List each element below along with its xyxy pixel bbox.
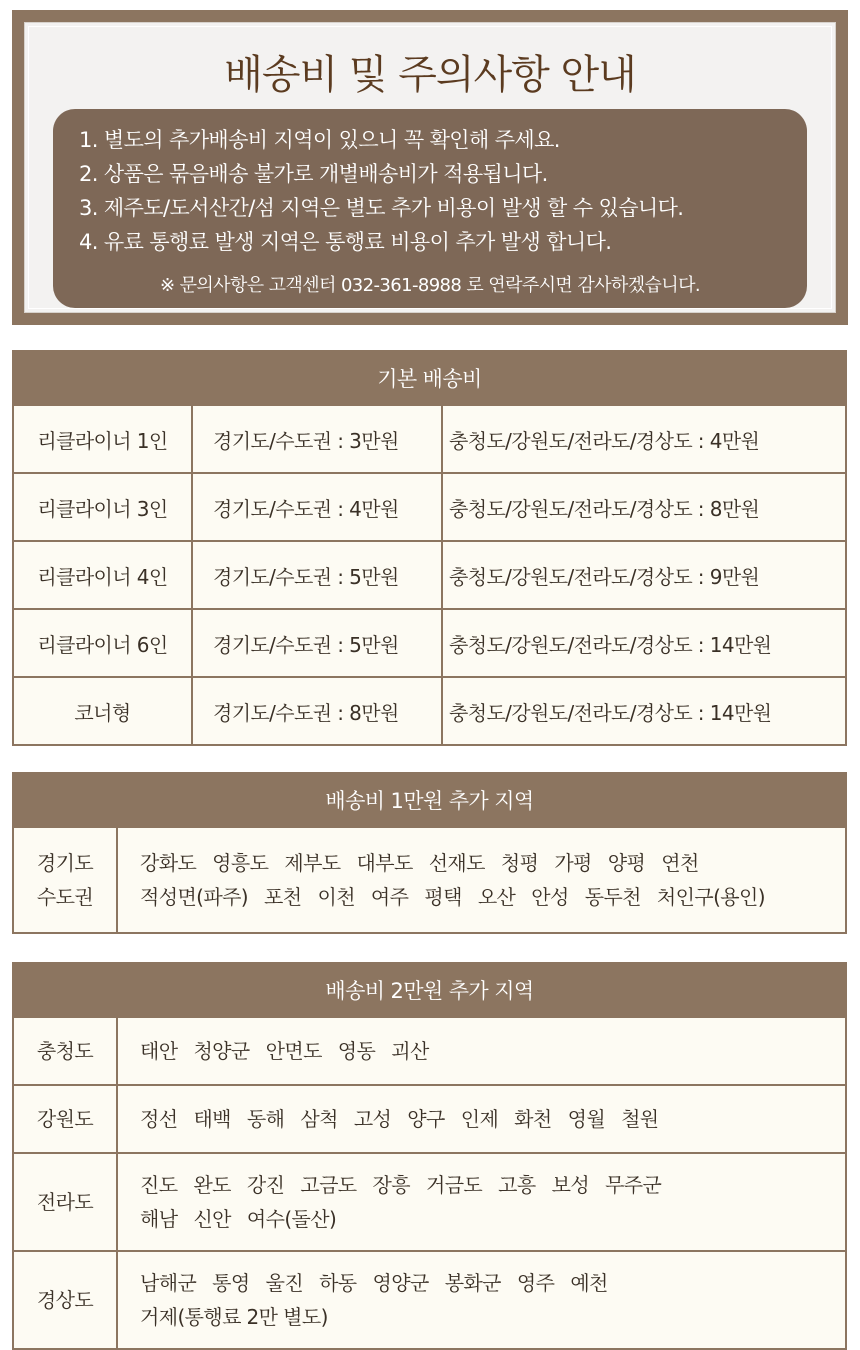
place-name: 통영 — [212, 1271, 250, 1295]
place-name: 해남 — [140, 1207, 178, 1231]
place-name: 강진 — [246, 1173, 285, 1197]
table-row — [13, 473, 846, 541]
place-name: 안면도 — [265, 1039, 322, 1063]
region-name: 경상도 — [13, 1251, 117, 1349]
place-name: 태안 — [140, 1039, 178, 1063]
place-name: 가평 — [554, 851, 592, 875]
notice-line-2: 2. 상품은 묶음배송 불가로 개별배송비가 적용됩니다. — [79, 162, 548, 186]
place-name: 보성 — [551, 1173, 590, 1197]
place-name: 고금도 — [300, 1173, 357, 1197]
place-name: 괴산 — [391, 1039, 429, 1063]
place-name: 오산 — [477, 885, 516, 909]
place-name: 영양군 — [372, 1271, 429, 1295]
place-name: 양구 — [407, 1107, 445, 1131]
basic-shipping-table — [12, 350, 847, 746]
notice-line-3: 3. 제주도/도서산간/섬 지역은 별도 추가 비용이 발생 할 수 있습니다. — [79, 196, 684, 220]
region-name: 강원도 — [13, 1085, 117, 1153]
place-name: 남해군 — [140, 1271, 197, 1295]
notice-contact: ※ 문의사항은 고객센터 032-361-8988 로 연락주시면 감사하겠습니다. — [160, 275, 700, 296]
place-name: 고흥 — [498, 1173, 536, 1197]
place-name: 포천 — [264, 885, 302, 909]
place-name: 대부도 — [356, 851, 413, 875]
place-list — [117, 827, 846, 933]
place-name: 영월 — [567, 1107, 606, 1131]
extra-2man-body — [13, 1017, 846, 1349]
region-name-line: 수도권 — [36, 885, 94, 909]
place-name: 화천 — [514, 1107, 552, 1131]
place-name: 적성면(파주) — [140, 885, 249, 909]
place-name: 이천 — [317, 885, 355, 909]
place-name: 무주군 — [605, 1173, 662, 1197]
place-name: 연천 — [661, 851, 699, 875]
table-row — [13, 541, 846, 609]
place-line — [140, 1168, 844, 1202]
place-name: 장흥 — [372, 1173, 410, 1197]
extra-1man-table — [12, 772, 847, 934]
product-name: 리클라이너 6인 — [13, 609, 192, 677]
place-line — [140, 1034, 844, 1068]
place-name: 삼척 — [300, 1107, 338, 1131]
basic-shipping-title: 기본 배송비 — [13, 351, 846, 405]
place-name: 고성 — [353, 1107, 392, 1131]
place-name: 청평 — [500, 851, 539, 875]
table-row — [13, 1153, 846, 1251]
notice-title: 배송비 및 주의사항 안내 — [224, 52, 636, 98]
province-fee: 충청도/강원도/전라도/경상도 : 14만원 — [442, 677, 846, 745]
province-fee: 충청도/강원도/전라도/경상도 : 9만원 — [442, 541, 846, 609]
capital-fee: 경기도/수도권 : 5만원 — [192, 541, 442, 609]
place-name: 청양군 — [193, 1039, 250, 1063]
place-name: 영흥도 — [212, 851, 269, 875]
place-name: 거금도 — [425, 1173, 483, 1197]
extra-2man-table — [12, 962, 847, 1350]
extra-1man-title: 배송비 1만원 추가 지역 — [13, 773, 846, 827]
table-row — [13, 1085, 846, 1153]
product-name: 리클라이너 3인 — [13, 473, 192, 541]
place-line — [140, 1300, 844, 1334]
place-list — [117, 1085, 846, 1153]
place-name: 완도 — [193, 1173, 231, 1197]
region-name-line: 경기도 — [36, 851, 94, 875]
notice-box — [53, 109, 807, 308]
place-name: 철원 — [621, 1107, 659, 1131]
place-name: 안성 — [531, 885, 569, 909]
place-name: 동두천 — [584, 885, 641, 909]
product-name: 리클라이너 1인 — [13, 405, 192, 473]
place-name: 하동 — [319, 1271, 357, 1295]
table-row — [13, 405, 846, 473]
place-name: 태백 — [193, 1107, 231, 1131]
notice-panel — [12, 10, 848, 325]
capital-fee: 경기도/수도권 : 5만원 — [192, 609, 442, 677]
place-name: 울진 — [265, 1271, 304, 1295]
place-name: 선재도 — [428, 851, 485, 875]
table-row — [13, 1017, 846, 1085]
place-name: 정선 — [140, 1107, 178, 1131]
place-name: 강화도 — [140, 851, 197, 875]
place-name: 영주 — [516, 1271, 555, 1295]
place-name: 양평 — [607, 851, 646, 875]
place-name: 진도 — [140, 1173, 178, 1197]
place-list — [117, 1017, 846, 1085]
table-row — [13, 677, 846, 745]
product-name: 코너형 — [13, 677, 192, 745]
place-name: 예천 — [570, 1271, 608, 1295]
place-line — [140, 1266, 844, 1300]
province-fee: 충청도/강원도/전라도/경상도 : 14만원 — [442, 609, 846, 677]
place-line — [140, 1102, 844, 1136]
place-line — [140, 880, 844, 914]
product-name: 리클라이너 4인 — [13, 541, 192, 609]
place-name: 동해 — [246, 1107, 285, 1131]
notice-line-1: 1. 별도의 추가배송비 지역이 있으니 꼭 확인해 주세요. — [79, 128, 560, 152]
capital-fee: 경기도/수도권 : 8만원 — [192, 677, 442, 745]
table-row — [13, 609, 846, 677]
notice-inner-frame — [24, 22, 836, 313]
place-name: 처인구(용인) — [656, 885, 765, 909]
place-line — [140, 1202, 844, 1236]
place-name: 봉화군 — [444, 1271, 501, 1295]
place-name: 거제(통행료 2만 별도) — [140, 1305, 328, 1329]
region-name — [13, 827, 117, 933]
extra-2man-title: 배송비 2만원 추가 지역 — [13, 963, 846, 1017]
region-name: 전라도 — [13, 1153, 117, 1251]
place-name: 여수(돌산) — [246, 1207, 337, 1231]
place-name: 제부도 — [284, 851, 341, 875]
place-name: 평택 — [424, 885, 462, 909]
notice-line-4: 4. 유료 통행료 발생 지역은 통행료 비용이 추가 발생 합니다. — [79, 230, 612, 254]
capital-fee: 경기도/수도권 : 4만원 — [192, 473, 442, 541]
table-row — [13, 827, 846, 933]
capital-fee: 경기도/수도권 : 3만원 — [192, 405, 442, 473]
place-name: 인제 — [460, 1107, 499, 1131]
place-line — [140, 846, 844, 880]
province-fee: 충청도/강원도/전라도/경상도 : 8만원 — [442, 473, 846, 541]
place-name: 영동 — [337, 1039, 376, 1063]
place-list — [117, 1153, 846, 1251]
place-name: 여주 — [370, 885, 409, 909]
extra-1man-body — [13, 827, 846, 933]
table-row — [13, 1251, 846, 1349]
place-name: 신안 — [193, 1207, 231, 1231]
region-name: 충청도 — [13, 1017, 117, 1085]
province-fee: 충청도/강원도/전라도/경상도 : 4만원 — [442, 405, 846, 473]
place-list — [117, 1251, 846, 1349]
